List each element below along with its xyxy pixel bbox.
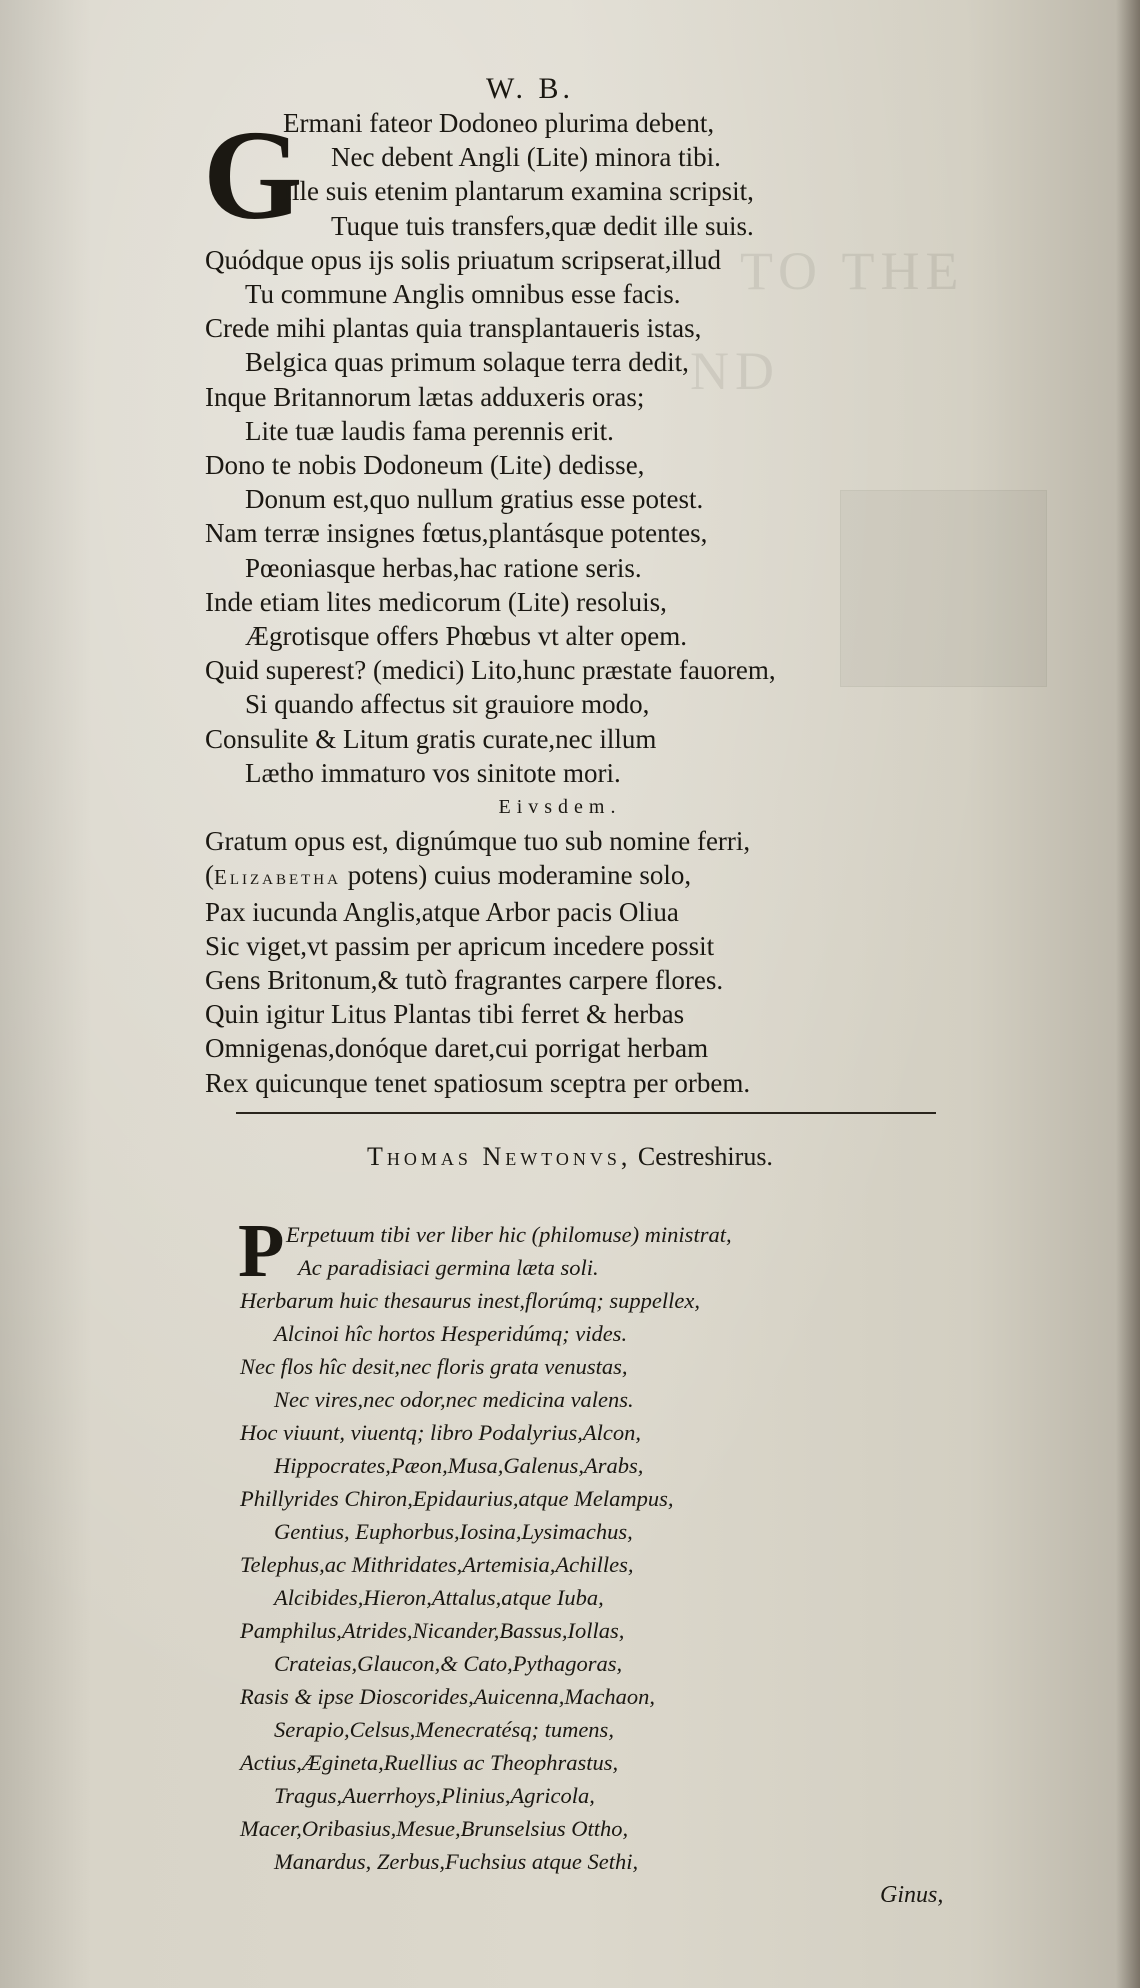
verse-line: Gentius, Euphorbus,Iosina,Lysimachus, xyxy=(274,1519,633,1544)
verse-line: Actius,Æginetа,Ruellius ac Theophrastus, xyxy=(240,1750,619,1775)
verse-line: Lætho immaturo vos sinitote mori. xyxy=(245,757,621,788)
verse-line: Inde etiam lites medicorum (Lite) resoluis, xyxy=(205,586,667,617)
verse-line: Ermani fateor Dodoneo plurima debent, xyxy=(283,108,715,138)
verse-line: Gens Britonum,& tutò fragrantes carpere flores. xyxy=(205,965,724,996)
verse-line: Sic viget,vt passim per apricum incedere possit xyxy=(205,930,715,961)
drop-capital: P xyxy=(238,1209,285,1293)
verse-line: Tragus,Auerrhoys,Plinius,Agricola, xyxy=(274,1783,595,1808)
verse-line: Quid superest? (medici) Lito,hunc præstate fauorem, xyxy=(205,655,776,686)
verse-line: Serapio,Celsus,Menecratésq; tumens, xyxy=(274,1717,614,1742)
verse-line: Tu commune Anglis omnibus esse facis. xyxy=(245,279,681,310)
page-header: W. B. xyxy=(485,72,575,105)
verse-line: Inque Britannorum lætas adduxeris oras; xyxy=(205,381,645,412)
verse-fragment: potens) cuius moderamine solo, xyxy=(347,860,692,891)
poem-newton xyxy=(238,1209,1060,1878)
verse-line: Si quando affectus sit grauiore modo, xyxy=(245,689,650,720)
verse-line: Donum est,quo nullum gratius esse potest. xyxy=(245,484,704,515)
page-gutter-shadow xyxy=(1116,0,1140,1988)
verse-line: Dono te nobis Dodoneum (Lite) dedisse, xyxy=(205,450,645,481)
verse-line: Tuque tuis transfers,quæ dedit ille suis. xyxy=(331,210,754,241)
verse-line: Erpetuum tibi ver liber hic (philomuse) ministrat, xyxy=(286,1222,732,1247)
verse-line: Ille suis etenim plantarum examina scripsit, xyxy=(283,176,754,207)
verse-line: Ægrotisque offers Phœbus vt alter opem. xyxy=(245,621,687,652)
verse-line: Crede mihi plantas quia transplantaueris istas, xyxy=(205,313,702,344)
verse-line: Manardus, Zerbus,Fuchsius atque Sethi, xyxy=(274,1849,639,1874)
author-place: Cestreshirus. xyxy=(637,1142,773,1171)
verse-line: Lite tuæ laudis fama perennis erit. xyxy=(245,415,614,446)
verse-line: Telephus,ac Mithridates,Artemisia,Achilles, xyxy=(240,1552,634,1577)
verse-line: Nec debent Angli (Lite) minora tibi. xyxy=(331,142,721,173)
verse-line: Quin igitur Litus Plantas tibi ferret & herbas xyxy=(205,999,685,1030)
verse-line: Nec flos hîc desit,nec floris grata venustas, xyxy=(240,1354,628,1379)
verse-line: Macer,Oribasius,Mesue,Brunselsius Ottho, xyxy=(240,1816,629,1841)
verse-line: Ac paradisiaci germina læta soli. xyxy=(298,1255,599,1280)
verse-line: Gratum opus est, dignúmque tuo sub nomine ferri, xyxy=(205,826,751,857)
verse-line: (Elizabetha potens) cuius moderamine solo, xyxy=(205,860,692,891)
verse-line: Pax iucunda Anglis,atque Arbor pacis Oliua xyxy=(205,896,679,927)
verse-line: Consulite & Litum gratis curate,nec illum xyxy=(205,723,657,754)
poem-wb xyxy=(205,106,1065,1100)
show-through-text: TO THE xyxy=(740,241,965,301)
verse-line: Belgica quas primum solaque terra dedit, xyxy=(245,347,689,378)
verse-line: Rasis & ipse Dioscorides,Auicenna,Machaon, xyxy=(240,1684,655,1709)
show-through-text: ND xyxy=(690,341,780,401)
verse-line: Rex quicunque tenet spatiosum sceptra per orbem. xyxy=(205,1067,751,1098)
author-name: Thomas Newtonvs, xyxy=(367,1142,632,1171)
author-heading xyxy=(0,1142,1140,1172)
horizontal-rule xyxy=(236,1112,936,1114)
verse-line: Nec vires,nec odor,nec medicina valens. xyxy=(274,1387,634,1412)
verse-line: Pamphilus,Atrides,Nicander,Bassus,Iollas, xyxy=(240,1618,625,1643)
verse-line: Hoc viuunt, viuentq; libro Podalyrius,Alcon, xyxy=(240,1420,641,1445)
verse-line: Nam terræ insignes fœtus,plantásque potentes, xyxy=(205,518,708,549)
section-heading-eiusdem: Eivsdem. xyxy=(498,796,622,819)
verse-line: Phillyrides Chiron,Epidaurius,atque Melampus, xyxy=(240,1486,674,1511)
verse-line: Alcinoi hîc hortos Hesperidúmq; vides. xyxy=(274,1321,628,1346)
verse-line: Herbarum huic thesaurus inest,florúmq; suppellex, xyxy=(240,1288,700,1313)
verse-line: Alcibides,Hieron,Attalus,atque Iuba, xyxy=(274,1585,604,1610)
verse-line: Quódque opus ijs solis priuatum scripserat,illud xyxy=(205,244,721,275)
catchword: Ginus, xyxy=(880,1882,944,1908)
verse-line: Pœoniasque herbas,hac ratione seris. xyxy=(245,552,642,583)
drop-capital: G xyxy=(203,104,303,246)
verse-line: Omnigenas,donóque daret,cui porrigat herbam xyxy=(205,1033,709,1064)
verse-line: Hippocrates,Pæon,Musa,Galenus,Arabs, xyxy=(274,1453,644,1478)
verse-line: Crateias,Glaucon,& Cato,Pythagoras, xyxy=(274,1651,623,1676)
queen-name: Elizabetha xyxy=(214,865,341,890)
